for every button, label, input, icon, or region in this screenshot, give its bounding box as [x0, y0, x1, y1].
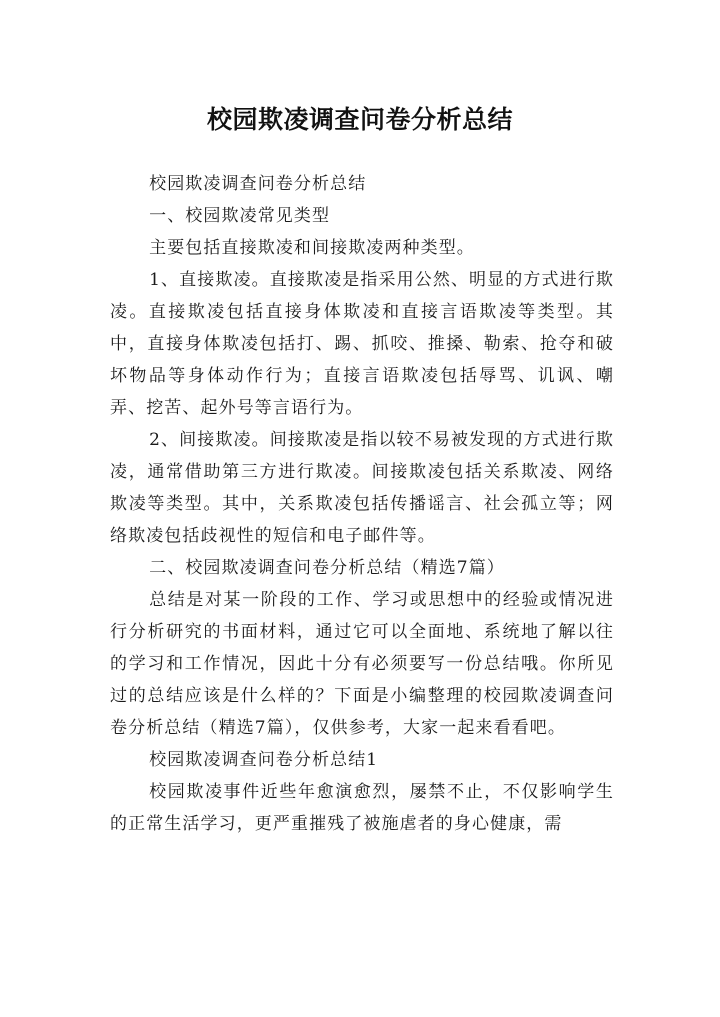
paragraph-subtitle: 校园欺凌调查问卷分析总结	[149, 174, 367, 194]
section-heading-bullying-types: 一、校园欺凌常见类型	[149, 206, 331, 226]
document-body	[110, 168, 614, 840]
paragraph-summary-intro: 总结是对某一阶段的工作、学习或思想中的经验或情况进行分析研究的书面材料，通过它可以全面地、系统地了解以往的学习和工作情况，因此十分有必须要写一份总结哦。你所见过的总结应该是什么样的？下面是小编整理的校园欺凌调查问卷分析总结（精选7篇），仅供参考，大家一起来看看吧。	[110, 590, 614, 738]
section-heading-summaries: 二、校园欺凌调查问卷分析总结（精选7篇）	[149, 558, 505, 578]
paragraph-indirect-bullying: 2、间接欺凌。间接欺凌是指以较不易被发现的方式进行欺凌，通常借助第三方进行欺凌。间接欺凌包括关系欺凌、网络欺凌等类型。其中，关系欺凌包括传播谣言、社会孤立等；网络欺凌包括歧视性的短信和电子邮件等。	[110, 430, 614, 546]
paragraph-direct-bullying: 1、直接欺凌。直接欺凌是指采用公然、明显的方式进行欺凌。直接欺凌包括直接身体欺凌和直接言语欺凌等类型。其中，直接身体欺凌包括打、踢、抓咬、推搡、勒索、抢夺和破坏物品等身体动作行为；直接言语欺凌包括辱骂、讥讽、嘲弄、挖苦、起外号等言语行为。	[110, 270, 614, 418]
section-heading-summary-1: 校园欺凌调查问卷分析总结1	[149, 750, 379, 770]
paragraph-types-intro: 主要包括直接欺凌和间接欺凌两种类型。	[149, 238, 475, 258]
paragraph-summary-1-body: 校园欺凌事件近些年愈演愈烈，屡禁不止，不仅影响学生的正常生活学习，更严重摧残了被施虐者的身心健康，需	[110, 782, 614, 834]
document-title: 校园欺凌调查问卷分析总结	[206, 104, 513, 134]
